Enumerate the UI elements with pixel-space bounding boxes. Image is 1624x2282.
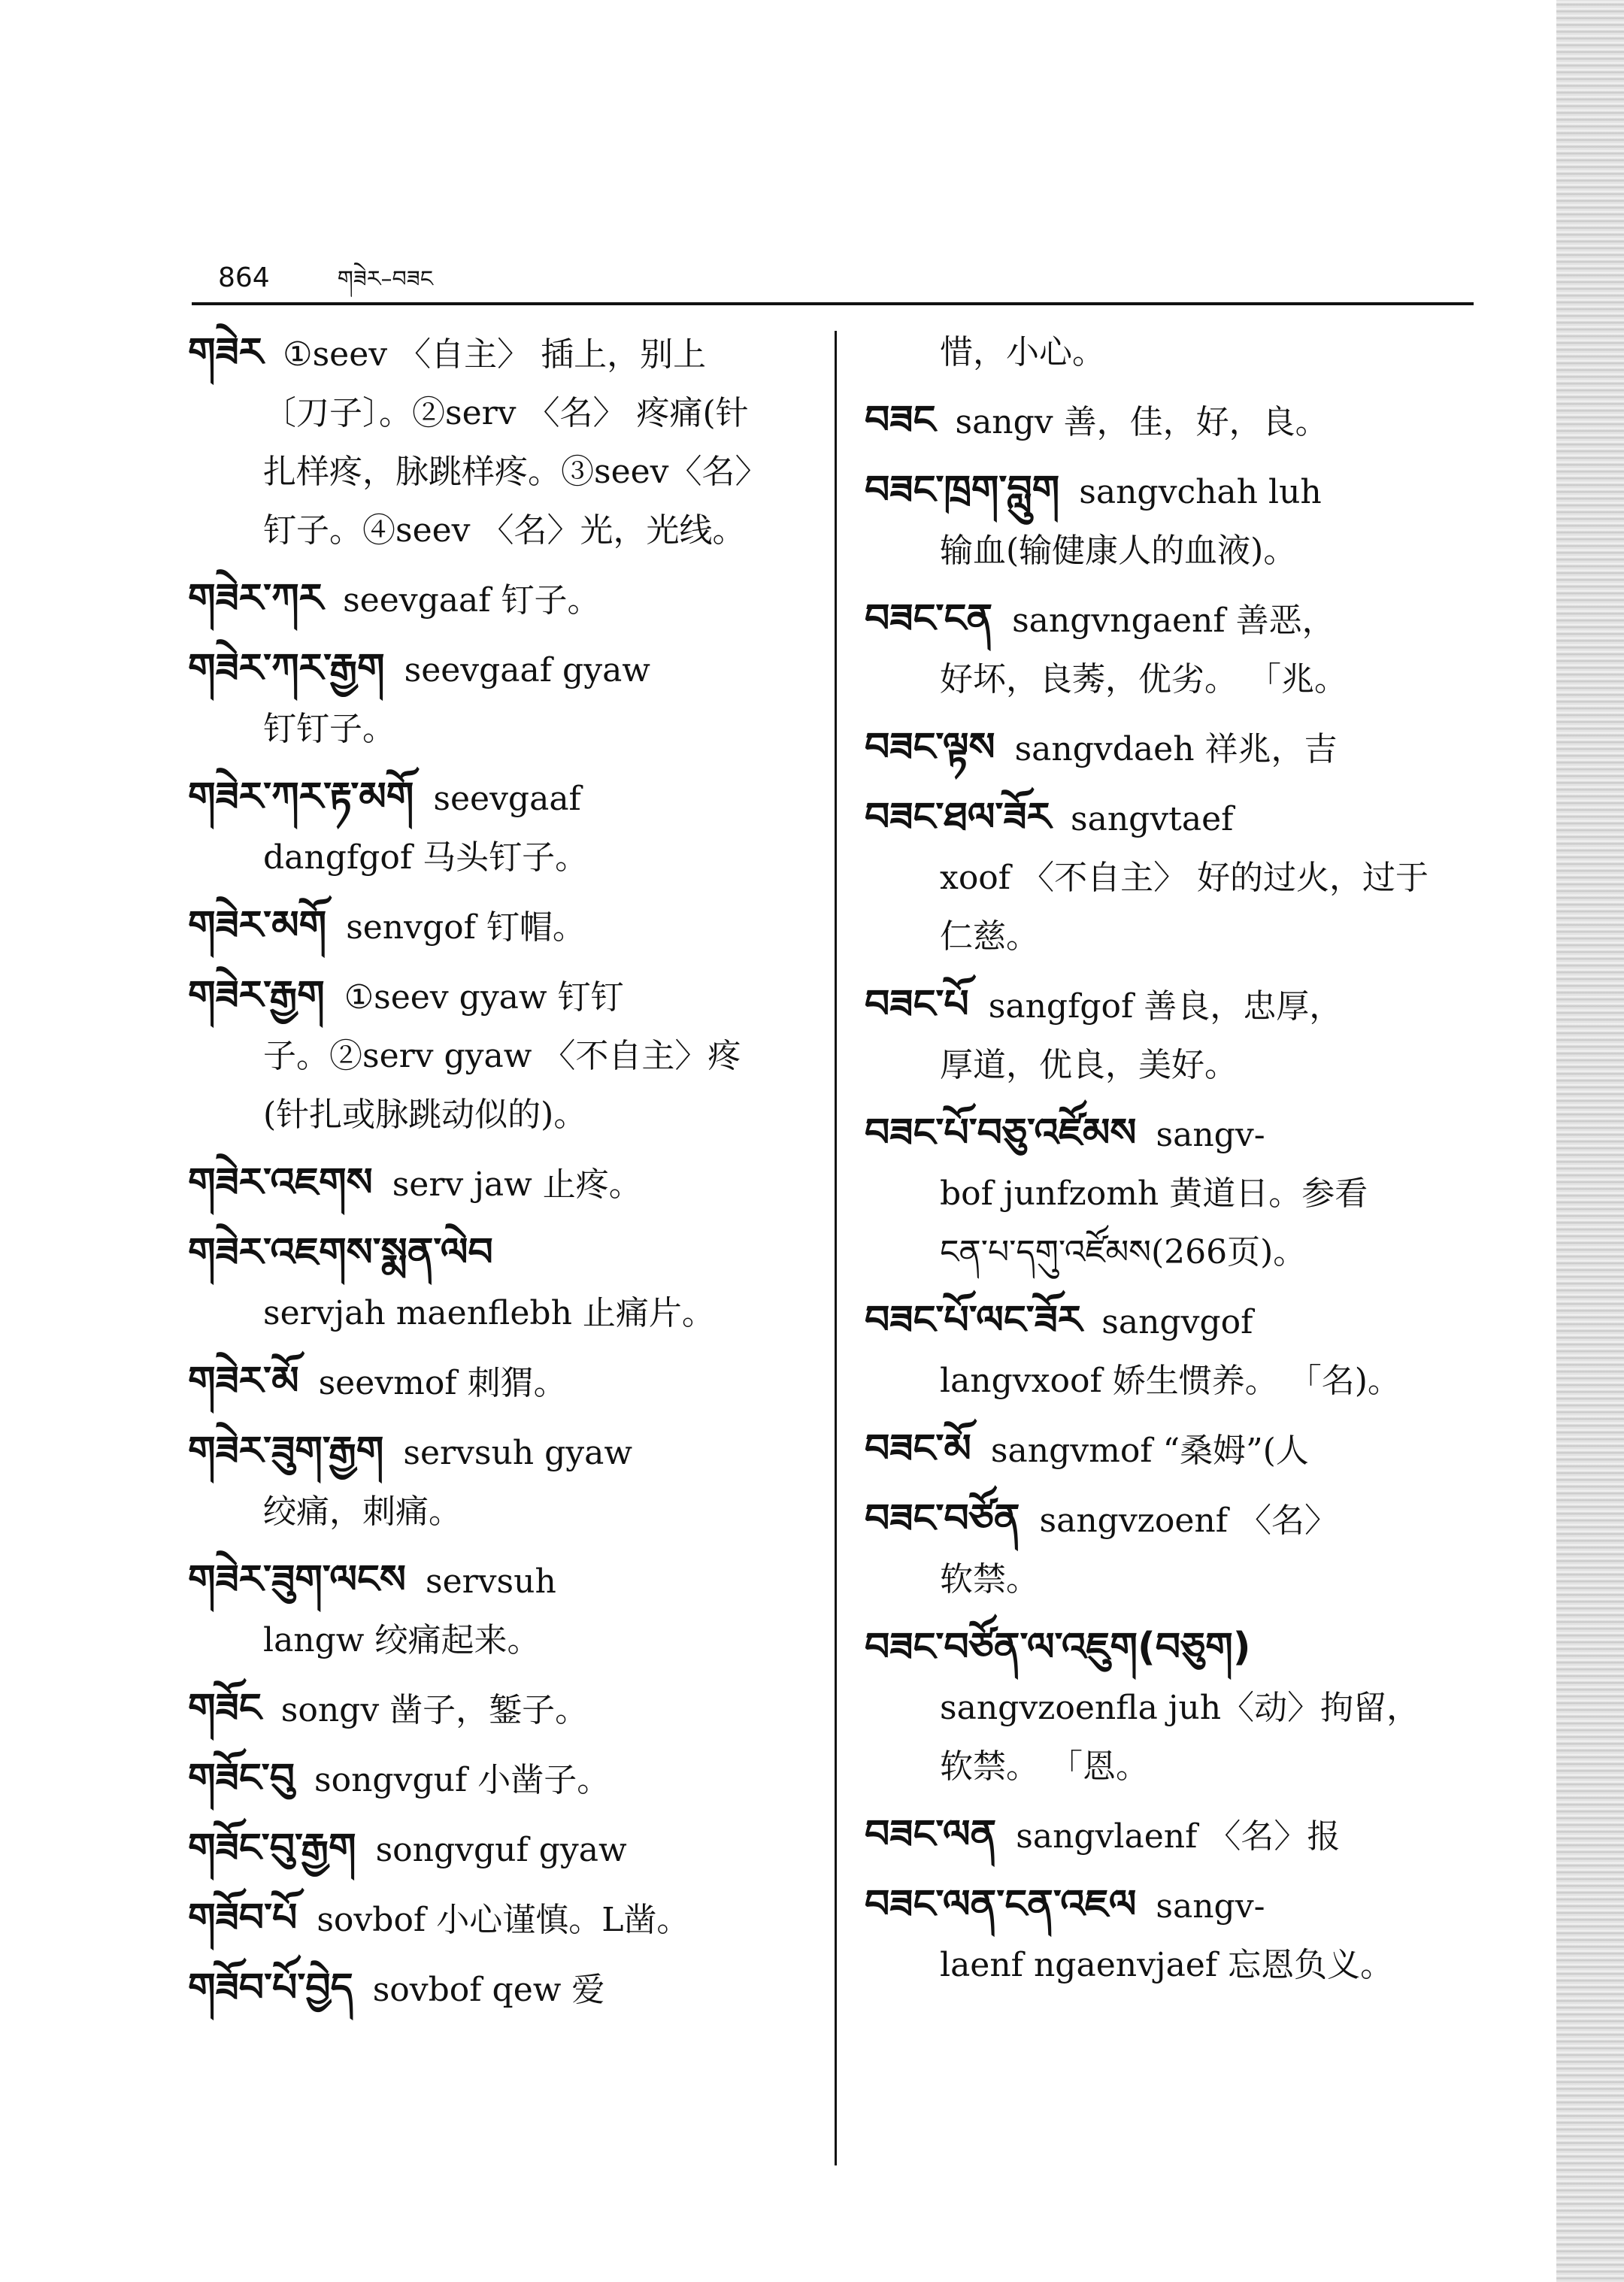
- dictionary-entry: [188, 1749, 820, 1819]
- tibetan-headword: གཟོང་བུ་རྒྱག: [188, 1826, 356, 1871]
- right-column: [865, 323, 1489, 2004]
- entry-text: 输血(输健康人的血液)。: [940, 532, 1297, 570]
- dictionary-entry: [865, 589, 1489, 718]
- entry-first-line: [188, 1550, 820, 1611]
- entry-first-line: [865, 1420, 1489, 1480]
- tibetan-headword: བཟང་ལན་ངན་འཇལ: [865, 1882, 1137, 1927]
- entry-first-line: [865, 1875, 1489, 1936]
- dictionary-entry: [188, 1889, 820, 1959]
- entry-first-line: [865, 718, 1489, 779]
- entry-text: 厚道，优良，美好。: [940, 1046, 1238, 1084]
- entry-text: 绞痛，刺痛。: [263, 1493, 462, 1531]
- entry-text: (针扎或脉跳动似的)。: [263, 1096, 587, 1134]
- entry-text: sangfgof 善良，忠厚，: [988, 987, 1343, 1026]
- entry-first-line: [188, 1749, 820, 1810]
- entry-continuation-line: [188, 829, 820, 887]
- dictionary-entry: [865, 1490, 1489, 1618]
- entry-first-line: [188, 1959, 820, 2020]
- tibetan-headword: བཟང་པོ་བཅུ་འཛོམས: [865, 1111, 1137, 1156]
- entry-first-line: [865, 1618, 1489, 1679]
- entry-first-line: [865, 589, 1489, 650]
- tibetan-headword: བཟང: [865, 398, 936, 443]
- entry-first-line: [188, 323, 820, 384]
- tibetan-headword: བཟང་བཙོན་ལ་འཇུག(བཅུག): [865, 1625, 1251, 1670]
- entry-text: seevgaaf: [433, 780, 581, 818]
- entry-first-line: [188, 896, 820, 957]
- dictionary-entry: [188, 896, 820, 966]
- tibetan-headword: གཟེར: [188, 330, 264, 375]
- entry-text: songvguf 小凿子。: [314, 1761, 611, 1799]
- tibetan-headword: བཟང་ཁྲག་བླུག: [865, 468, 1060, 513]
- entry-text: bof junfzomh 黄道日。参看: [940, 1174, 1368, 1213]
- entry-text: sangvngaenf 善恶，: [1012, 602, 1335, 640]
- entry-text: servjah maenflebh 止痛片。: [263, 1294, 715, 1332]
- entry-continuation-line: [865, 1165, 1489, 1223]
- entry-text: 软禁。: [940, 1560, 1039, 1599]
- entry-text: servsuh: [426, 1562, 556, 1601]
- entry-first-line: [188, 569, 820, 630]
- entry-text: sangvmof “桑姆”(人: [990, 1432, 1309, 1470]
- dictionary-entry: [188, 1550, 820, 1679]
- tibetan-headword: གཟེར་ཀར་རྟ་མགོ: [188, 774, 414, 820]
- entry-first-line: [865, 1291, 1489, 1352]
- dictionary-entry: [188, 1153, 820, 1223]
- page-header: [218, 254, 433, 299]
- dictionary-entry: [865, 1104, 1489, 1291]
- entry-text: 软禁。 「恩。: [940, 1747, 1149, 1786]
- entry-text: langvxoof 娇生惯养。 「名)。: [940, 1362, 1401, 1400]
- entry-text: seevgaaf 钉子。: [343, 581, 601, 620]
- entry-first-line: [865, 975, 1489, 1036]
- dictionary-entry: [188, 966, 820, 1153]
- entry-text: laenf ngaenvjaef 忘恩负义。: [940, 1946, 1394, 1984]
- tibetan-headword: གཟོབ་པོ: [188, 1896, 298, 1941]
- tibetan-headword: གཟོབ་པོ་བྱེད: [188, 1965, 353, 2011]
- entry-text: 〔刀子〕。②serv 〈名〉 疼痛(针: [263, 394, 749, 432]
- entry-text: 钉钉子。: [263, 710, 395, 748]
- entry-text: ①seev gyaw 钉钉: [344, 978, 624, 1017]
- entry-text: songv 凿子，錾子。: [280, 1691, 589, 1729]
- entry-first-line: [865, 788, 1489, 849]
- entry-text: sangvzoenfla juh〈动〉拘留，: [940, 1689, 1420, 1727]
- entry-text: sangvgof: [1101, 1303, 1253, 1341]
- entry-text: sangv 善，佳，好，良。: [955, 403, 1329, 441]
- entry-continuation-line: [188, 502, 820, 560]
- entry-first-line: [865, 461, 1489, 522]
- entry-first-line: [865, 1104, 1489, 1165]
- column-divider: [835, 331, 837, 2165]
- guide-word: གཟེར–བཟང: [337, 266, 434, 292]
- tibetan-headword: གཟེར་ཟུག་ལངས: [188, 1557, 407, 1602]
- tibetan-headword: གཟེར་རྒྱག: [188, 973, 325, 1018]
- entry-text: 钉子。④seev 〈名〉光，光线。: [263, 511, 746, 550]
- tibetan-headword: བཟང་མོ: [865, 1426, 971, 1471]
- entry-first-line: [188, 1223, 820, 1284]
- dictionary-entry: [865, 1420, 1489, 1490]
- tibetan-headword: གཟོང་བུ: [188, 1756, 295, 1801]
- page-edge-shadow: [1556, 0, 1624, 2282]
- dictionary-entry: [865, 461, 1489, 589]
- dictionary-entry: [188, 323, 820, 569]
- tibetan-headword: གཟེར་ཀར: [188, 576, 324, 621]
- tibetan-headword: བཟང་ལྟས: [865, 725, 995, 770]
- entry-text: senvgof 钉帽。: [346, 908, 586, 947]
- entry-continuation-line: [865, 1550, 1489, 1609]
- entry-text: 仁慈。: [940, 917, 1039, 956]
- entry-continuation-line: [188, 1086, 820, 1144]
- entry-continuation-line: [865, 522, 1489, 580]
- tibetan-headword: གཟོང: [188, 1686, 262, 1731]
- entry-continuation-line: [865, 1936, 1489, 1995]
- tibetan-headword: བཟང་པོ་ལང་ཟོར: [865, 1298, 1083, 1343]
- dictionary-entry: [188, 1819, 820, 1889]
- entry-text: seevmof 刺猬。: [318, 1364, 567, 1402]
- entry-text: sovbof 小心谨慎。L凿。: [317, 1901, 690, 1939]
- entry-first-line: [188, 768, 820, 829]
- entry-continuation-line: [865, 650, 1489, 709]
- dictionary-entry: [188, 1352, 820, 1422]
- dictionary-entry: [865, 718, 1489, 788]
- dictionary-entry: [865, 323, 1489, 391]
- entry-text: 子。②serv gyaw 〈不自主〉疼: [263, 1037, 741, 1075]
- tibetan-headword: གཟེར་ཀར་རྒྱག: [188, 646, 385, 691]
- left-column: [188, 323, 820, 2029]
- entry-first-line: [188, 1679, 820, 1740]
- entry-text: servsuh gyaw: [403, 1434, 633, 1472]
- entry-first-line: [188, 1819, 820, 1880]
- entry-text: xoof 〈不自主〉 好的过火，过于: [940, 859, 1429, 897]
- dictionary-entry: [865, 788, 1489, 975]
- entry-continuation-line: [865, 1352, 1489, 1411]
- tibetan-headword: གཟེར་མོ: [188, 1359, 299, 1404]
- entry-continuation-line: [865, 908, 1489, 966]
- entry-first-line: [865, 323, 1489, 382]
- header-rule: [192, 302, 1474, 305]
- entry-continuation-line: [188, 1027, 820, 1086]
- tibetan-headword: བཟང་ཐལ་ཟོར: [865, 795, 1051, 840]
- entry-first-line: [188, 1153, 820, 1214]
- entry-continuation-line: [188, 1284, 820, 1343]
- entry-first-line: [188, 1352, 820, 1413]
- entry-first-line: [188, 1422, 820, 1483]
- entry-text: sangv-: [1156, 1116, 1265, 1154]
- dictionary-entry: [865, 1618, 1489, 1805]
- entry-first-line: [188, 1889, 820, 1950]
- dictionary-entry: [865, 1291, 1489, 1420]
- tibetan-headword: གཟེར་འཇགས་སྨན་ལེབ: [188, 1230, 493, 1275]
- entry-text: langw 绞痛起来。: [263, 1621, 541, 1659]
- dictionary-entry: [865, 391, 1489, 461]
- entry-text: sangvchah luh: [1079, 473, 1322, 511]
- dictionary-entry: [865, 975, 1489, 1104]
- tibetan-headword: གཟེར་ཟུག་རྒྱག: [188, 1429, 384, 1474]
- entry-first-line: [865, 1490, 1489, 1550]
- entry-first-line: [188, 639, 820, 700]
- entry-text: seevgaaf gyaw: [404, 651, 650, 689]
- entry-continuation-line: [188, 384, 820, 443]
- entry-text: ①seev 〈自主〉 插上，别上: [283, 335, 707, 374]
- entry-continuation-line: [865, 1223, 1489, 1282]
- tibetan-headword: བཟང་བཙོན: [865, 1496, 1020, 1541]
- entry-text: sangvzoenf 〈名〉: [1039, 1502, 1338, 1540]
- entry-continuation-line: [188, 443, 820, 502]
- dictionary-entry: [188, 768, 820, 896]
- dictionary-entry: [865, 1875, 1489, 2004]
- tibetan-headword: གཟེར་མགོ: [188, 903, 327, 948]
- entry-continuation-line: [188, 700, 820, 759]
- entry-text: 扎样疼，脉跳样疼。③seev〈名〉: [263, 453, 768, 491]
- entry-continuation-line: [865, 849, 1489, 908]
- entry-text: sangvlaenf 〈名〉报: [1016, 1817, 1341, 1856]
- tibetan-headword: བཟང་ངན: [865, 596, 993, 641]
- entry-continuation-line: [865, 1738, 1489, 1796]
- entry-first-line: [865, 1805, 1489, 1866]
- entry-first-line: [188, 966, 820, 1027]
- entry-text: sovbof qew 爱: [372, 1971, 605, 2009]
- tibetan-headword: གཟེར་འཇགས: [188, 1160, 373, 1205]
- page-number: 864: [218, 262, 270, 293]
- entry-text: sangvtaef: [1071, 800, 1234, 838]
- dictionary-entry: [188, 1959, 820, 2029]
- entry-text: dangfgof 马头钉子。: [263, 838, 589, 877]
- entry-text: sangvdaeh 祥兆，吉: [1014, 730, 1338, 768]
- dictionary-entry: [188, 1422, 820, 1550]
- dictionary-entry: [188, 569, 820, 639]
- entry-text: ངན་པ་དགུ་འཛོམས(266页)。: [940, 1233, 1307, 1271]
- dictionary-entry: [188, 1679, 820, 1749]
- tibetan-headword: བཟང་པོ: [865, 982, 969, 1027]
- entry-first-line: [865, 391, 1489, 452]
- entry-continuation-line: [865, 1679, 1489, 1738]
- entry-text: serv jaw 止疼。: [392, 1165, 642, 1204]
- entry-text: 惜，小心。: [940, 333, 1105, 371]
- dictionary-entry: [865, 1805, 1489, 1875]
- dictionary-entry: [188, 1223, 820, 1352]
- tibetan-headword: བཟང་ལན: [865, 1812, 997, 1857]
- dictionary-entry: [188, 639, 820, 768]
- entry-text: sangv-: [1156, 1887, 1265, 1926]
- entry-continuation-line: [865, 1036, 1489, 1095]
- entry-text: songvguf gyaw: [375, 1831, 627, 1869]
- entry-continuation-line: [188, 1483, 820, 1541]
- entry-text: 好坏，良莠，优劣。 「兆。: [940, 660, 1347, 699]
- entry-continuation-line: [188, 1611, 820, 1670]
